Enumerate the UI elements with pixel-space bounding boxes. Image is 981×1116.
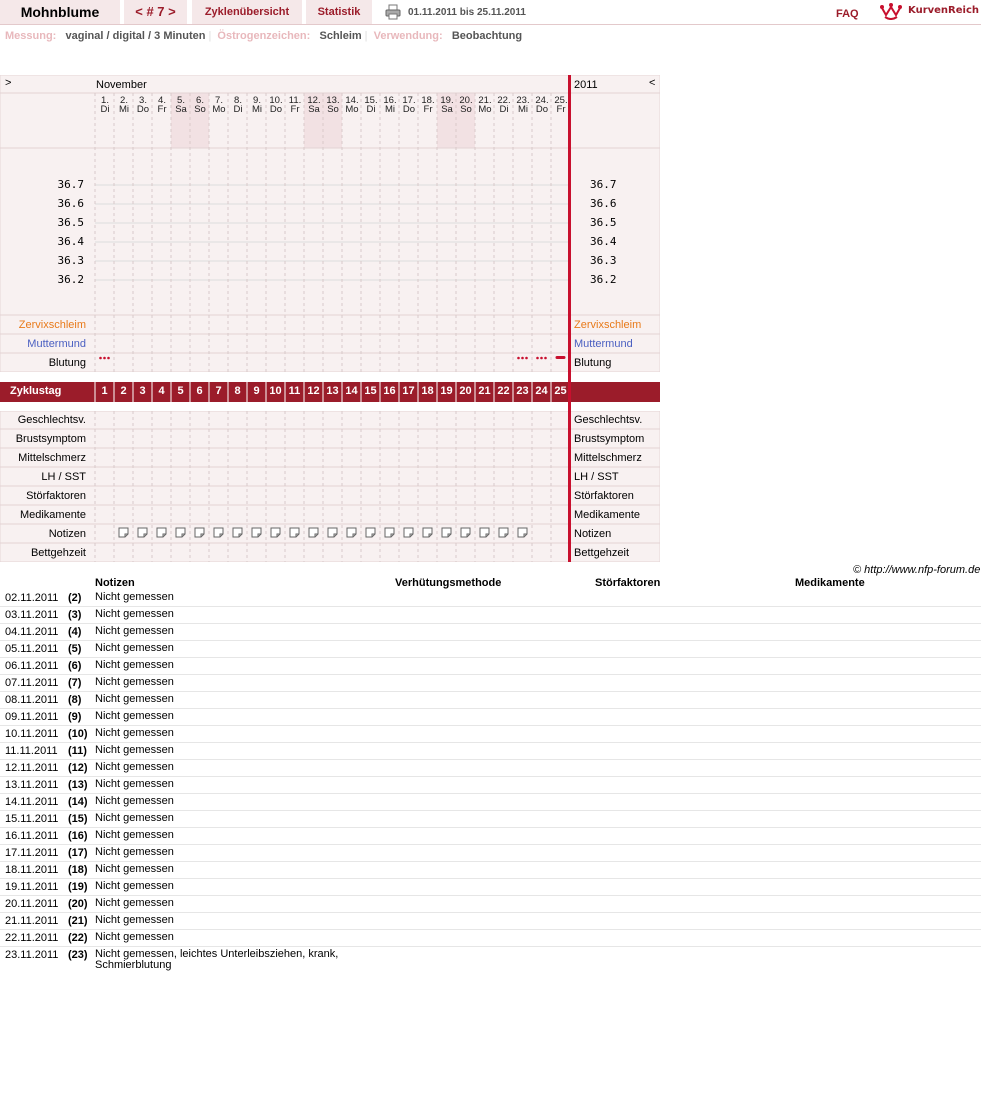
row-label-right: Brustsymptom — [574, 433, 645, 445]
zyklustag-number: 25 — [554, 385, 567, 397]
top-bar — [0, 0, 981, 25]
row-note: Nicht gemessen — [95, 795, 174, 807]
day-header: 10. Do — [269, 95, 283, 115]
row-note: Nicht gemessen — [95, 727, 174, 739]
tab-statistik[interactable]: Statistik — [306, 0, 372, 24]
row-date: 06.11.2011 — [5, 660, 59, 672]
row-cycle-day: (21) — [68, 915, 88, 927]
bleeding-dot — [544, 357, 547, 360]
row-cycle-day: (9) — [68, 711, 82, 723]
row-label-right: Bettgehzeit — [574, 547, 630, 559]
temp-axis-label: 36.6 — [57, 197, 84, 210]
row-cycle-day: (23) — [68, 949, 88, 961]
row-label: Geschlechtsv. — [17, 414, 86, 426]
note-icon[interactable] — [138, 528, 147, 537]
verwendung-value: Beobachtung — [451, 30, 523, 42]
faq-link[interactable]: FAQ — [836, 8, 859, 20]
crown-logo-icon[interactable] — [880, 2, 902, 20]
row-note: Nicht gemessen — [95, 710, 174, 722]
day-header: 20. So — [459, 95, 473, 115]
note-icon[interactable] — [480, 528, 489, 537]
note-icon[interactable] — [499, 528, 508, 537]
note-icon[interactable] — [404, 528, 413, 537]
zyklustag-number: 1 — [101, 385, 108, 397]
day-header: 7. Mo — [212, 95, 226, 115]
copyright: © http://www.nfp-forum.de — [853, 564, 981, 576]
zyklustag-number: 19 — [440, 385, 453, 397]
note-icon[interactable] — [309, 528, 318, 537]
row-cycle-day: (10) — [68, 728, 88, 740]
row-date: 22.11.2011 — [5, 932, 59, 944]
col-header-stoerfaktoren: Störfaktoren — [595, 577, 661, 589]
row-cycle-day: (2) — [68, 592, 82, 604]
row-cycle-day: (13) — [68, 779, 88, 791]
oestrogen-value: Schleim — [319, 30, 362, 42]
zyklustag-number: 18 — [421, 385, 434, 397]
table-row — [0, 828, 981, 845]
temp-axis-label: 36.3 — [57, 254, 84, 267]
row-date: 10.11.2011 — [5, 728, 59, 740]
note-icon[interactable] — [119, 528, 128, 537]
table-row — [0, 811, 981, 828]
temp-axis-label: 36.2 — [590, 273, 617, 286]
zyklustag-number: 4 — [158, 385, 165, 397]
row-note: Nicht gemessen — [95, 676, 174, 688]
zyklustag-number: 5 — [177, 385, 184, 397]
cycle-nav-button[interactable]: < # 7 > — [124, 0, 187, 24]
day-header: 5. Sa — [175, 95, 187, 115]
row-note: Nicht gemessen — [95, 625, 174, 637]
cycle-chart — [0, 75, 660, 562]
row-cycle-day: (7) — [68, 677, 82, 689]
zyklustag-number: 14 — [345, 385, 358, 397]
table-row — [0, 726, 981, 743]
row-cycle-day: (16) — [68, 830, 88, 842]
month-label: November — [96, 79, 147, 91]
day-header: 15. Di — [364, 95, 378, 115]
table-row — [0, 845, 981, 862]
row-note: Nicht gemessen — [95, 778, 174, 790]
messung-value: vaginal / digital / 3 Minuten — [65, 30, 206, 42]
row-cycle-day: (17) — [68, 847, 88, 859]
zyklustag-number: 9 — [253, 385, 260, 397]
col-header-medikamente: Medikamente — [795, 577, 865, 589]
row-label: Notizen — [48, 528, 86, 540]
row-cycle-day: (22) — [68, 932, 88, 944]
row-label-zervixschleim-right: Zervixschleim — [574, 319, 642, 331]
row-note: Nicht gemessen — [95, 897, 174, 909]
row-date: 08.11.2011 — [5, 694, 59, 706]
row-label: Bettgehzeit — [30, 547, 86, 559]
row-date: 03.11.2011 — [5, 609, 59, 621]
zyklustag-number: 24 — [535, 385, 548, 397]
day-header: 4. Fr — [157, 95, 167, 115]
bleeding-dot — [107, 357, 110, 360]
day-header: 22. Di — [497, 95, 511, 115]
bleeding-dot — [525, 357, 528, 360]
row-label-right: Notizen — [574, 528, 612, 540]
day-header: 3. Do — [136, 95, 150, 115]
temp-axis-label: 36.6 — [590, 197, 617, 210]
zyklustag-number: 20 — [459, 385, 472, 397]
row-label: LH / SST — [41, 471, 86, 483]
row-date: 09.11.2011 — [5, 711, 59, 723]
day-header: 23. Mi — [516, 95, 530, 115]
today-marker — [568, 75, 571, 562]
table-row — [0, 624, 981, 641]
row-label-blutung-right: Blutung — [574, 357, 612, 369]
row-label-zervixschleim: Zervixschleim — [18, 319, 86, 331]
print-icon[interactable] — [385, 4, 401, 20]
note-icon[interactable] — [461, 528, 470, 537]
table-row — [0, 947, 981, 975]
row-note: Nicht gemessen — [95, 880, 174, 892]
row-note: Nicht gemessen — [95, 693, 174, 705]
logo-text[interactable]: KurvenReich — [908, 5, 980, 16]
row-label: Störfaktoren — [26, 490, 86, 502]
row-cycle-day: (11) — [68, 745, 87, 757]
row-note: Nicht gemessen — [95, 931, 174, 943]
spacer-row — [0, 402, 660, 411]
row-cycle-day: (18) — [68, 864, 88, 876]
chart-grid — [0, 75, 660, 562]
table-row — [0, 896, 981, 913]
row-note: Nicht gemessen — [95, 812, 174, 824]
row-cycle-day: (4) — [68, 626, 82, 638]
row-date: 14.11.2011 — [5, 796, 59, 808]
zyklustag-number: 2 — [120, 385, 127, 397]
row-date: 05.11.2011 — [5, 643, 59, 655]
row-date: 16.11.2011 — [5, 830, 59, 842]
day-header: 25. Fr — [554, 95, 568, 115]
table-row — [0, 760, 981, 777]
row-note: Nicht gemessen — [95, 761, 174, 773]
row-cycle-day: (3) — [68, 609, 82, 621]
temp-axis-label: 36.3 — [590, 254, 617, 267]
verwendung-label: Verwendung: — [373, 30, 443, 42]
row-cycle-day: (19) — [68, 881, 88, 893]
row-note: Nicht gemessen, leichtes Unterleibsziehen, krank, Schmierblutung — [95, 948, 339, 971]
zyklustag-number: 21 — [478, 385, 491, 397]
row-label: Brustsymptom — [15, 433, 86, 445]
zyklustag-number: 6 — [196, 385, 203, 397]
row-note: Nicht gemessen — [95, 744, 174, 756]
note-icon[interactable] — [252, 528, 261, 537]
bleeding-dot — [521, 357, 524, 360]
zyklustag-number: 16 — [383, 385, 396, 397]
day-header: 14. Mo — [345, 95, 359, 115]
zyklustag-number: 10 — [269, 385, 282, 397]
row-label: Medikamente — [19, 509, 86, 521]
row-label-right: Störfaktoren — [574, 490, 634, 502]
table-row — [0, 675, 981, 692]
day-header: 21. Mo — [478, 95, 492, 115]
zyklustag-number: 22 — [497, 385, 510, 397]
table-row — [0, 641, 981, 658]
messung-label: Messung: — [5, 30, 57, 42]
row-date: 12.11.2011 — [5, 762, 59, 774]
note-icon[interactable] — [157, 528, 166, 537]
table-row — [0, 794, 981, 811]
row-label-right: Geschlechtsv. — [574, 414, 643, 426]
day-header: 19. Sa — [440, 95, 454, 115]
zyklustag-number: 3 — [139, 385, 146, 397]
zyklustag-number: 13 — [326, 385, 339, 397]
note-icon[interactable] — [423, 528, 432, 537]
table-row — [0, 777, 981, 794]
row-date: 17.11.2011 — [5, 847, 59, 859]
row-note: Nicht gemessen — [95, 659, 174, 671]
row-label-muttermund: Muttermund — [27, 338, 86, 350]
table-row — [0, 590, 981, 607]
row-date: 23.11.2011 — [5, 949, 59, 961]
row-label-muttermund-right: Muttermund — [574, 338, 633, 350]
day-header: 16. Mi — [383, 95, 397, 115]
note-icon[interactable] — [347, 528, 356, 537]
note-icon[interactable] — [176, 528, 185, 537]
zyklustag-number: 8 — [234, 385, 241, 397]
brand-name: Mohnblume — [0, 0, 120, 24]
zyklustag-label: Zyklustag — [10, 385, 62, 397]
zyklustag-number: 7 — [215, 385, 222, 397]
temp-axis-label: 36.4 — [590, 235, 617, 248]
row-label-right: LH / SST — [574, 471, 619, 483]
table-row — [0, 692, 981, 709]
note-icon[interactable] — [366, 528, 375, 537]
bleeding-dot — [540, 357, 543, 360]
day-header: 2. Mi — [118, 95, 130, 115]
note-icon[interactable] — [385, 528, 394, 537]
spacer-row — [0, 372, 660, 382]
day-header: 1. Di — [100, 95, 110, 115]
row-date: 21.11.2011 — [5, 915, 59, 927]
row-cycle-day: (14) — [68, 796, 88, 808]
note-icon[interactable] — [442, 528, 451, 537]
year-label: 2011 — [574, 79, 598, 91]
day-header: 8. Di — [233, 95, 243, 115]
row-label: Mittelschmerz — [18, 452, 86, 464]
tab-zyklenuebersicht[interactable]: Zyklenübersicht — [192, 0, 302, 24]
day-header: 18. Fr — [421, 95, 435, 115]
table-row — [0, 743, 981, 760]
bleeding-bar — [556, 356, 566, 359]
oestrogen-label: Östrogenzeichen: — [217, 30, 311, 42]
day-header: 17. Do — [402, 95, 416, 115]
day-header: 13. So — [326, 95, 340, 115]
row-label-blutung: Blutung — [48, 357, 86, 369]
note-icon[interactable] — [328, 528, 337, 537]
note-icon[interactable] — [195, 528, 204, 537]
temp-axis-label: 36.5 — [590, 216, 617, 229]
row-label-right: Mittelschmerz — [574, 452, 642, 464]
measurement-info: Messung: vaginal / digital / 3 Minuten | Östrogenzeichen: Schleim | Verwendung: Beobachtung — [5, 30, 523, 42]
bleeding-dot — [536, 357, 539, 360]
row-date: 20.11.2011 — [5, 898, 59, 910]
row-cycle-day: (6) — [68, 660, 82, 672]
zyklustag-number: 17 — [402, 385, 415, 397]
day-header: 11. Fr — [288, 95, 302, 115]
table-row — [0, 658, 981, 675]
row-cycle-day: (20) — [68, 898, 88, 910]
row-date: 02.11.2011 — [5, 592, 59, 604]
table-row — [0, 709, 981, 726]
col-header-verhuetung: Verhütungsmethode — [395, 577, 502, 589]
note-icon[interactable] — [518, 528, 527, 537]
row-date: 18.11.2011 — [5, 864, 59, 876]
row-note: Nicht gemessen — [95, 863, 174, 875]
row-date: 15.11.2011 — [5, 813, 59, 825]
next-cycle-arrow[interactable]: < — [649, 77, 656, 89]
table-row — [0, 879, 981, 896]
row-note: Nicht gemessen — [95, 914, 174, 926]
zyklustag-number: 12 — [307, 385, 320, 397]
temp-axis-label: 36.7 — [57, 178, 84, 191]
day-header: 6. So — [194, 95, 206, 115]
table-row — [0, 862, 981, 879]
row-date: 07.11.2011 — [5, 677, 59, 689]
row-date: 11.11.2011 — [5, 745, 58, 757]
zyklustag-number: 11 — [288, 385, 301, 397]
temp-axis-label: 36.2 — [57, 273, 84, 286]
bleeding-dot — [103, 357, 106, 360]
note-icon[interactable] — [290, 528, 299, 537]
temp-axis-label: 36.5 — [57, 216, 84, 229]
day-header: 12. Sa — [307, 95, 321, 115]
table-row — [0, 607, 981, 624]
bleeding-dot — [517, 357, 520, 360]
row-cycle-day: (5) — [68, 643, 82, 655]
temp-axis-label: 36.4 — [57, 235, 84, 248]
row-note: Nicht gemessen — [95, 642, 174, 654]
table-row — [0, 930, 981, 947]
row-note: Nicht gemessen — [95, 608, 174, 620]
date-range: 01.11.2011 bis 25.11.2011 — [408, 7, 526, 18]
prev-cycle-arrow[interactable]: > — [5, 77, 12, 89]
row-date: 04.11.2011 — [5, 626, 59, 638]
day-header: 9. Mi — [251, 95, 263, 115]
note-icon[interactable] — [271, 528, 280, 537]
note-icon[interactable] — [233, 528, 242, 537]
row-cycle-day: (15) — [68, 813, 88, 825]
row-cycle-day: (12) — [68, 762, 88, 774]
row-date: 13.11.2011 — [5, 779, 59, 791]
zyklustag-number: 23 — [516, 385, 529, 397]
bleeding-dot — [99, 357, 102, 360]
day-header: 24. Do — [535, 95, 549, 115]
row-cycle-day: (8) — [68, 694, 82, 706]
table-row — [0, 913, 981, 930]
row-note: Nicht gemessen — [95, 829, 174, 841]
col-header-notizen: Notizen — [95, 577, 135, 589]
row-label-right: Medikamente — [574, 509, 641, 521]
zyklustag-number: 15 — [364, 385, 377, 397]
row-note: Nicht gemessen — [95, 591, 174, 603]
row-date: 19.11.2011 — [5, 881, 59, 893]
temp-axis-label: 36.7 — [590, 178, 617, 191]
row-note: Nicht gemessen — [95, 846, 174, 858]
note-icon[interactable] — [214, 528, 223, 537]
